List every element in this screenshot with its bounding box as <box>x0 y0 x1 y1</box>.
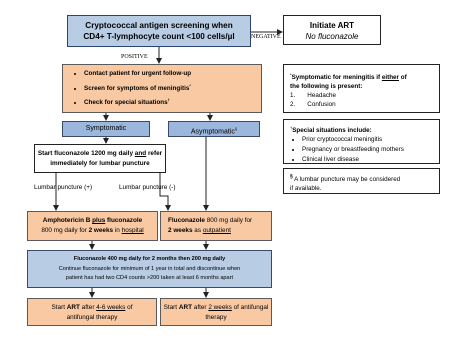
positive-label: POSITIVE <box>121 54 148 60</box>
symptomatic-label: Symptomatic <box>85 125 127 132</box>
maintenance-line1: Fluconazole 400 mg daily for 2 months then 200 mg daily <box>73 256 226 262</box>
maintenance-line3: patient has had two CD4 counts >200 taken at least 6 months apart <box>65 275 234 281</box>
followup-list <box>73 69 261 109</box>
fluconazole-outpatient-box: Fluconazole 800 mg daily for 2 weeks as outpatient <box>160 211 272 241</box>
note-special-item: • Clinical liver disease <box>302 155 439 164</box>
symptomatic-box <box>62 121 150 137</box>
followup-item: • Check for special situations† <box>84 95 261 109</box>
start-fluconazole-box: Start fluconazole 1200 mg daily and refer immediately for lumbar puncture <box>34 144 166 173</box>
initiate-art-box <box>283 15 381 45</box>
amphotericin-box: Amphotericin B plus fluconazole 800 mg daily for 2 weeks in hospital <box>27 211 158 241</box>
asymptomatic-box: Asymptomatic§ <box>168 121 260 137</box>
note-special-item: • Pregnancy or breastfeeding mothers <box>302 145 439 154</box>
art-left-box: Start ART after 4-6 weeks of antifungal therapy <box>27 298 157 326</box>
art-right-line2: therapy <box>205 314 227 321</box>
note-meningitis-item: 2. Confusion <box>290 101 336 109</box>
note-special-box: †Special situations include: • Prior cryptococcal meningitis • Pregnancy or breastfeeding mothers • Clinical liver disease <box>283 119 440 164</box>
note-special-list <box>290 135 439 164</box>
note-special-item: • Prior cryptococcal meningitis <box>302 135 439 144</box>
followup-item: • Contact patient for urgent follow-up <box>84 69 261 80</box>
start-fluconazole-line2: immediately for lumbar puncture <box>50 160 150 167</box>
note-meningitis-title2: the following is present: <box>290 83 363 91</box>
screening-line2: CD4+ T-lymphocyte count <100 cells/µl <box>83 32 235 41</box>
note-meningitis-item: 1. Headache <box>290 92 336 100</box>
initiate-art-title: Initiate ART <box>309 21 355 30</box>
screening-box <box>67 15 251 47</box>
art-right-box: Start ART after 2 weeks of antifungal therapy <box>160 298 272 326</box>
arrow-lp-negative <box>160 173 168 210</box>
note-lp-box: § A lumbar puncture may be considered if available. <box>283 168 440 194</box>
lp-positive-label: Lumbar puncture (+) <box>34 184 93 191</box>
screening-line1: Cryptococcal antigen screening when <box>85 21 233 30</box>
asymptomatic-label: Asymptomatic <box>190 128 235 136</box>
maintenance-line2: Continue fluconazole for minimum of 1 year in total and discontinue when <box>58 265 241 272</box>
art-left-line2: antifungal therapy <box>66 314 118 321</box>
fluconazole-maintenance-box <box>27 250 272 288</box>
negative-label: NEGATIVE <box>251 34 281 40</box>
note-lp-line2: if available. <box>290 185 322 193</box>
initiate-art-sub: No fluconazole <box>305 32 359 41</box>
followup-box <box>62 64 262 113</box>
note-meningitis-box: *Symptomatic for meningitis if either of the following is present: 1. Headache 2. Confusion <box>283 64 440 113</box>
followup-item: • Screen for symptoms of meningitis* <box>84 81 261 95</box>
lp-negative-label: Lumbar puncture (-) <box>119 184 176 191</box>
